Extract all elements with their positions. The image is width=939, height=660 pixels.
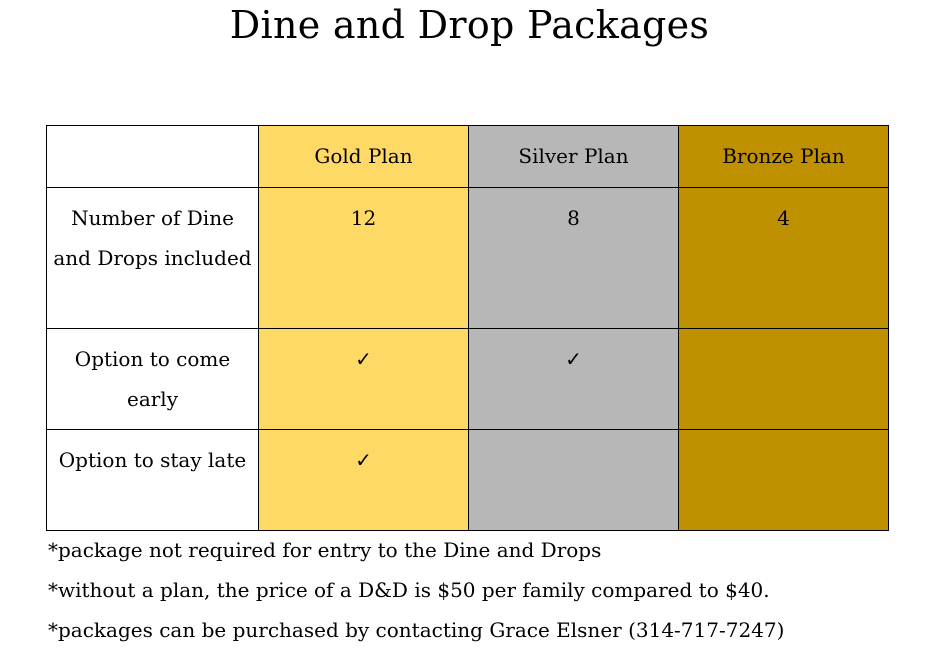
bronze-stay-late-cell — [679, 430, 889, 531]
footnote-package-not-required: *package not required for entry to the Dine and Drops — [48, 538, 602, 562]
footnote-contact: *packages can be purchased by contacting Grace Elsner (314-717-7247) — [48, 618, 785, 642]
header-silver-plan: Silver Plan — [469, 126, 679, 188]
feature-come-early: Option to come early — [47, 329, 259, 430]
footnote-price-comparison: *without a plan, the price of a D&D is $50 per family compared to $40. — [48, 578, 770, 602]
table-row — [47, 188, 889, 329]
gold-come-early-check-icon: ✓ — [259, 329, 469, 430]
header-gold-plan: Gold Plan — [259, 126, 469, 188]
page-title: Dine and Drop Packages — [229, 3, 710, 47]
gold-number-cell: 12 — [259, 188, 469, 329]
table-row — [47, 329, 889, 430]
packages-table — [46, 125, 889, 531]
gold-stay-late-check-icon: ✓ — [259, 430, 469, 531]
silver-come-early-check-icon: ✓ — [469, 329, 679, 430]
table-header-row — [47, 126, 889, 188]
bronze-number-cell: 4 — [679, 188, 889, 329]
footnotes — [48, 530, 928, 650]
table-row — [47, 430, 889, 531]
header-bronze-plan: Bronze Plan — [679, 126, 889, 188]
header-empty-cell — [47, 126, 259, 188]
silver-stay-late-cell — [469, 430, 679, 531]
feature-number-of-dine-and-drops: Number of Dine and Drops included — [47, 188, 259, 329]
feature-stay-late: Option to stay late — [47, 430, 259, 531]
silver-number-cell: 8 — [469, 188, 679, 329]
bronze-come-early-cell — [679, 329, 889, 430]
